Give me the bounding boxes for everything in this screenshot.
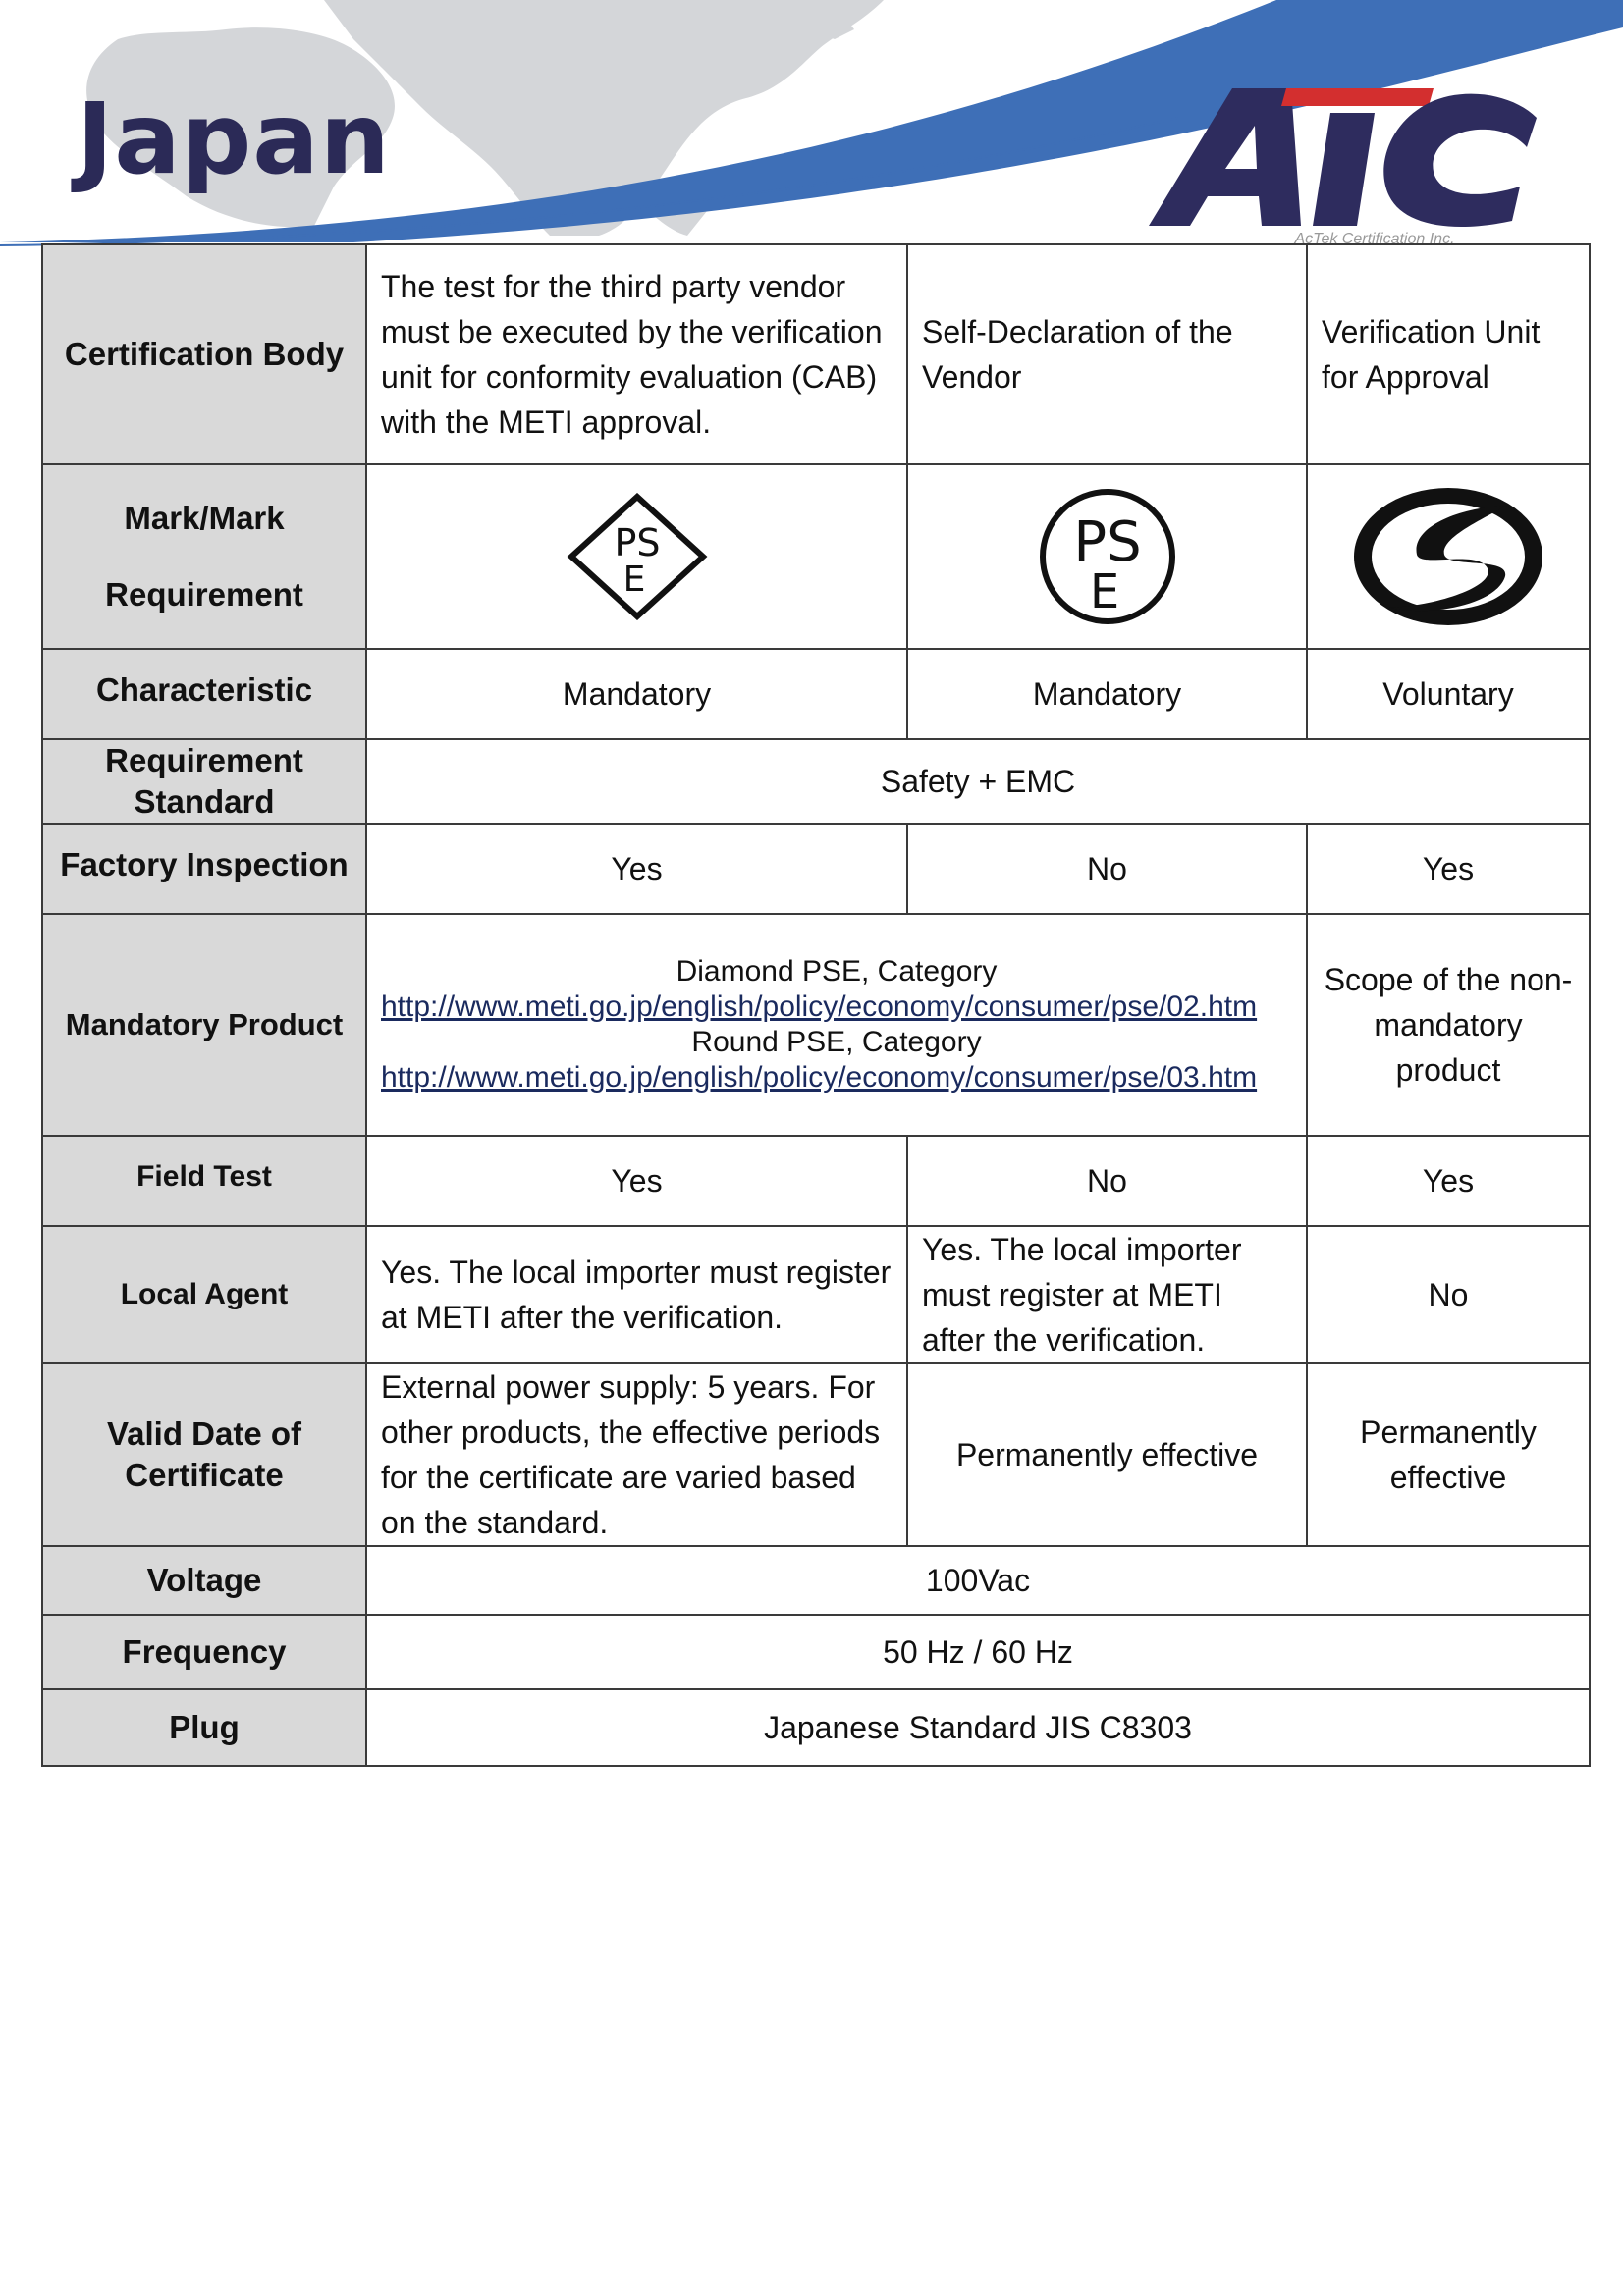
table-cell: Voluntary: [1307, 649, 1590, 739]
certification-table: [41, 243, 1591, 1767]
row-header-factory-inspection: Factory Inspection: [42, 824, 366, 914]
table-row: [42, 1689, 1590, 1766]
diamond-pse-category-link[interactable]: http://www.meti.go.jp/english/policy/economy/consumer/pse/02.htm: [381, 990, 1258, 1023]
diamond-pse-mark-icon: [564, 493, 711, 620]
mark-text: PS: [1072, 510, 1142, 574]
table-cell: The test for the third party vendor must be executed by the verification unit for conformity evaluation (CAB) with the METI approval.: [366, 244, 907, 464]
table-cell: Mandatory: [907, 649, 1307, 739]
row-header-mandatory-product: Mandatory Product: [42, 914, 366, 1136]
table-cell: Safety + EMC: [366, 739, 1590, 824]
s-mark-icon: [1340, 478, 1556, 635]
table-cell: No: [1307, 1226, 1590, 1363]
table-cell: No: [907, 824, 1307, 914]
row-header-mark-requirement: [42, 464, 366, 649]
table-row: [42, 1546, 1590, 1615]
round-pse-category-label: Round PSE, Category: [691, 1026, 982, 1058]
table-cell: Yes. The local importer must register at METI after the verification.: [907, 1226, 1307, 1363]
row-header-line: Mark/Mark: [124, 500, 285, 536]
table-cell: Yes: [1307, 824, 1590, 914]
table-cell: 50 Hz / 60 Hz: [366, 1615, 1590, 1689]
table-cell: 100Vac: [366, 1546, 1590, 1615]
mark-text: PS: [613, 521, 661, 564]
row-header-requirement-standard: Requirement Standard: [42, 739, 366, 824]
table-row: [42, 649, 1590, 739]
row-header-field-test: Field Test: [42, 1136, 366, 1226]
table-cell: External power supply: 5 years. For other products, the effective periods for the certificate are varied based on the standard.: [366, 1363, 907, 1546]
round-pse-category-link[interactable]: http://www.meti.go.jp/english/policy/economy/consumer/pse/03.htm: [381, 1061, 1258, 1094]
table-cell: [1307, 464, 1590, 649]
table-cell: Yes. The local importer must register at METI after the verification.: [366, 1226, 907, 1363]
diamond-pse-category-label: Diamond PSE, Category: [676, 955, 998, 988]
round-pse-mark-icon: [1034, 488, 1181, 625]
table-cell: Verification Unit for Approval: [1307, 244, 1590, 464]
mark-text: E: [622, 560, 645, 600]
table-row: [42, 1136, 1590, 1226]
table-row: [42, 1363, 1590, 1546]
table-cell: [366, 464, 907, 649]
table-row: [42, 244, 1590, 464]
aic-logo: [1139, 79, 1551, 245]
mark-text: E: [1089, 564, 1119, 619]
table-row: [42, 464, 1590, 649]
row-header-local-agent: Local Agent: [42, 1226, 366, 1363]
page-title: Japan: [77, 81, 391, 196]
table-row: [42, 824, 1590, 914]
row-header-characteristic: Characteristic: [42, 649, 366, 739]
table-row: [42, 914, 1590, 1136]
row-header-voltage: Voltage: [42, 1546, 366, 1615]
row-header-certification-body: Certification Body: [42, 244, 366, 464]
row-header-valid-date: Valid Date of Certificate: [42, 1363, 366, 1546]
table-row: [42, 1615, 1590, 1689]
table-cell: [366, 914, 1307, 1136]
table-row: [42, 739, 1590, 824]
table-cell: No: [907, 1136, 1307, 1226]
table-cell: Permanently effective: [1307, 1363, 1590, 1546]
aic-logo-icon: [1149, 88, 1537, 227]
table-cell: Mandatory: [366, 649, 907, 739]
table-cell: Self-Declaration of the Vendor: [907, 244, 1307, 464]
row-header-line: Requirement: [105, 576, 303, 613]
logo-subtitle: AcTek Certification Inc.: [1294, 231, 1455, 245]
table-cell: Yes: [1307, 1136, 1590, 1226]
table-cell: Scope of the non-mandatory product: [1307, 914, 1590, 1136]
table-cell: Japanese Standard JIS C8303: [366, 1689, 1590, 1766]
table-row: [42, 1226, 1590, 1363]
table-cell: [907, 464, 1307, 649]
row-header-plug: Plug: [42, 1689, 366, 1766]
table-cell: Permanently effective: [907, 1363, 1307, 1546]
table-cell: Yes: [366, 1136, 907, 1226]
table-cell: Yes: [366, 824, 907, 914]
row-header-frequency: Frequency: [42, 1615, 366, 1689]
